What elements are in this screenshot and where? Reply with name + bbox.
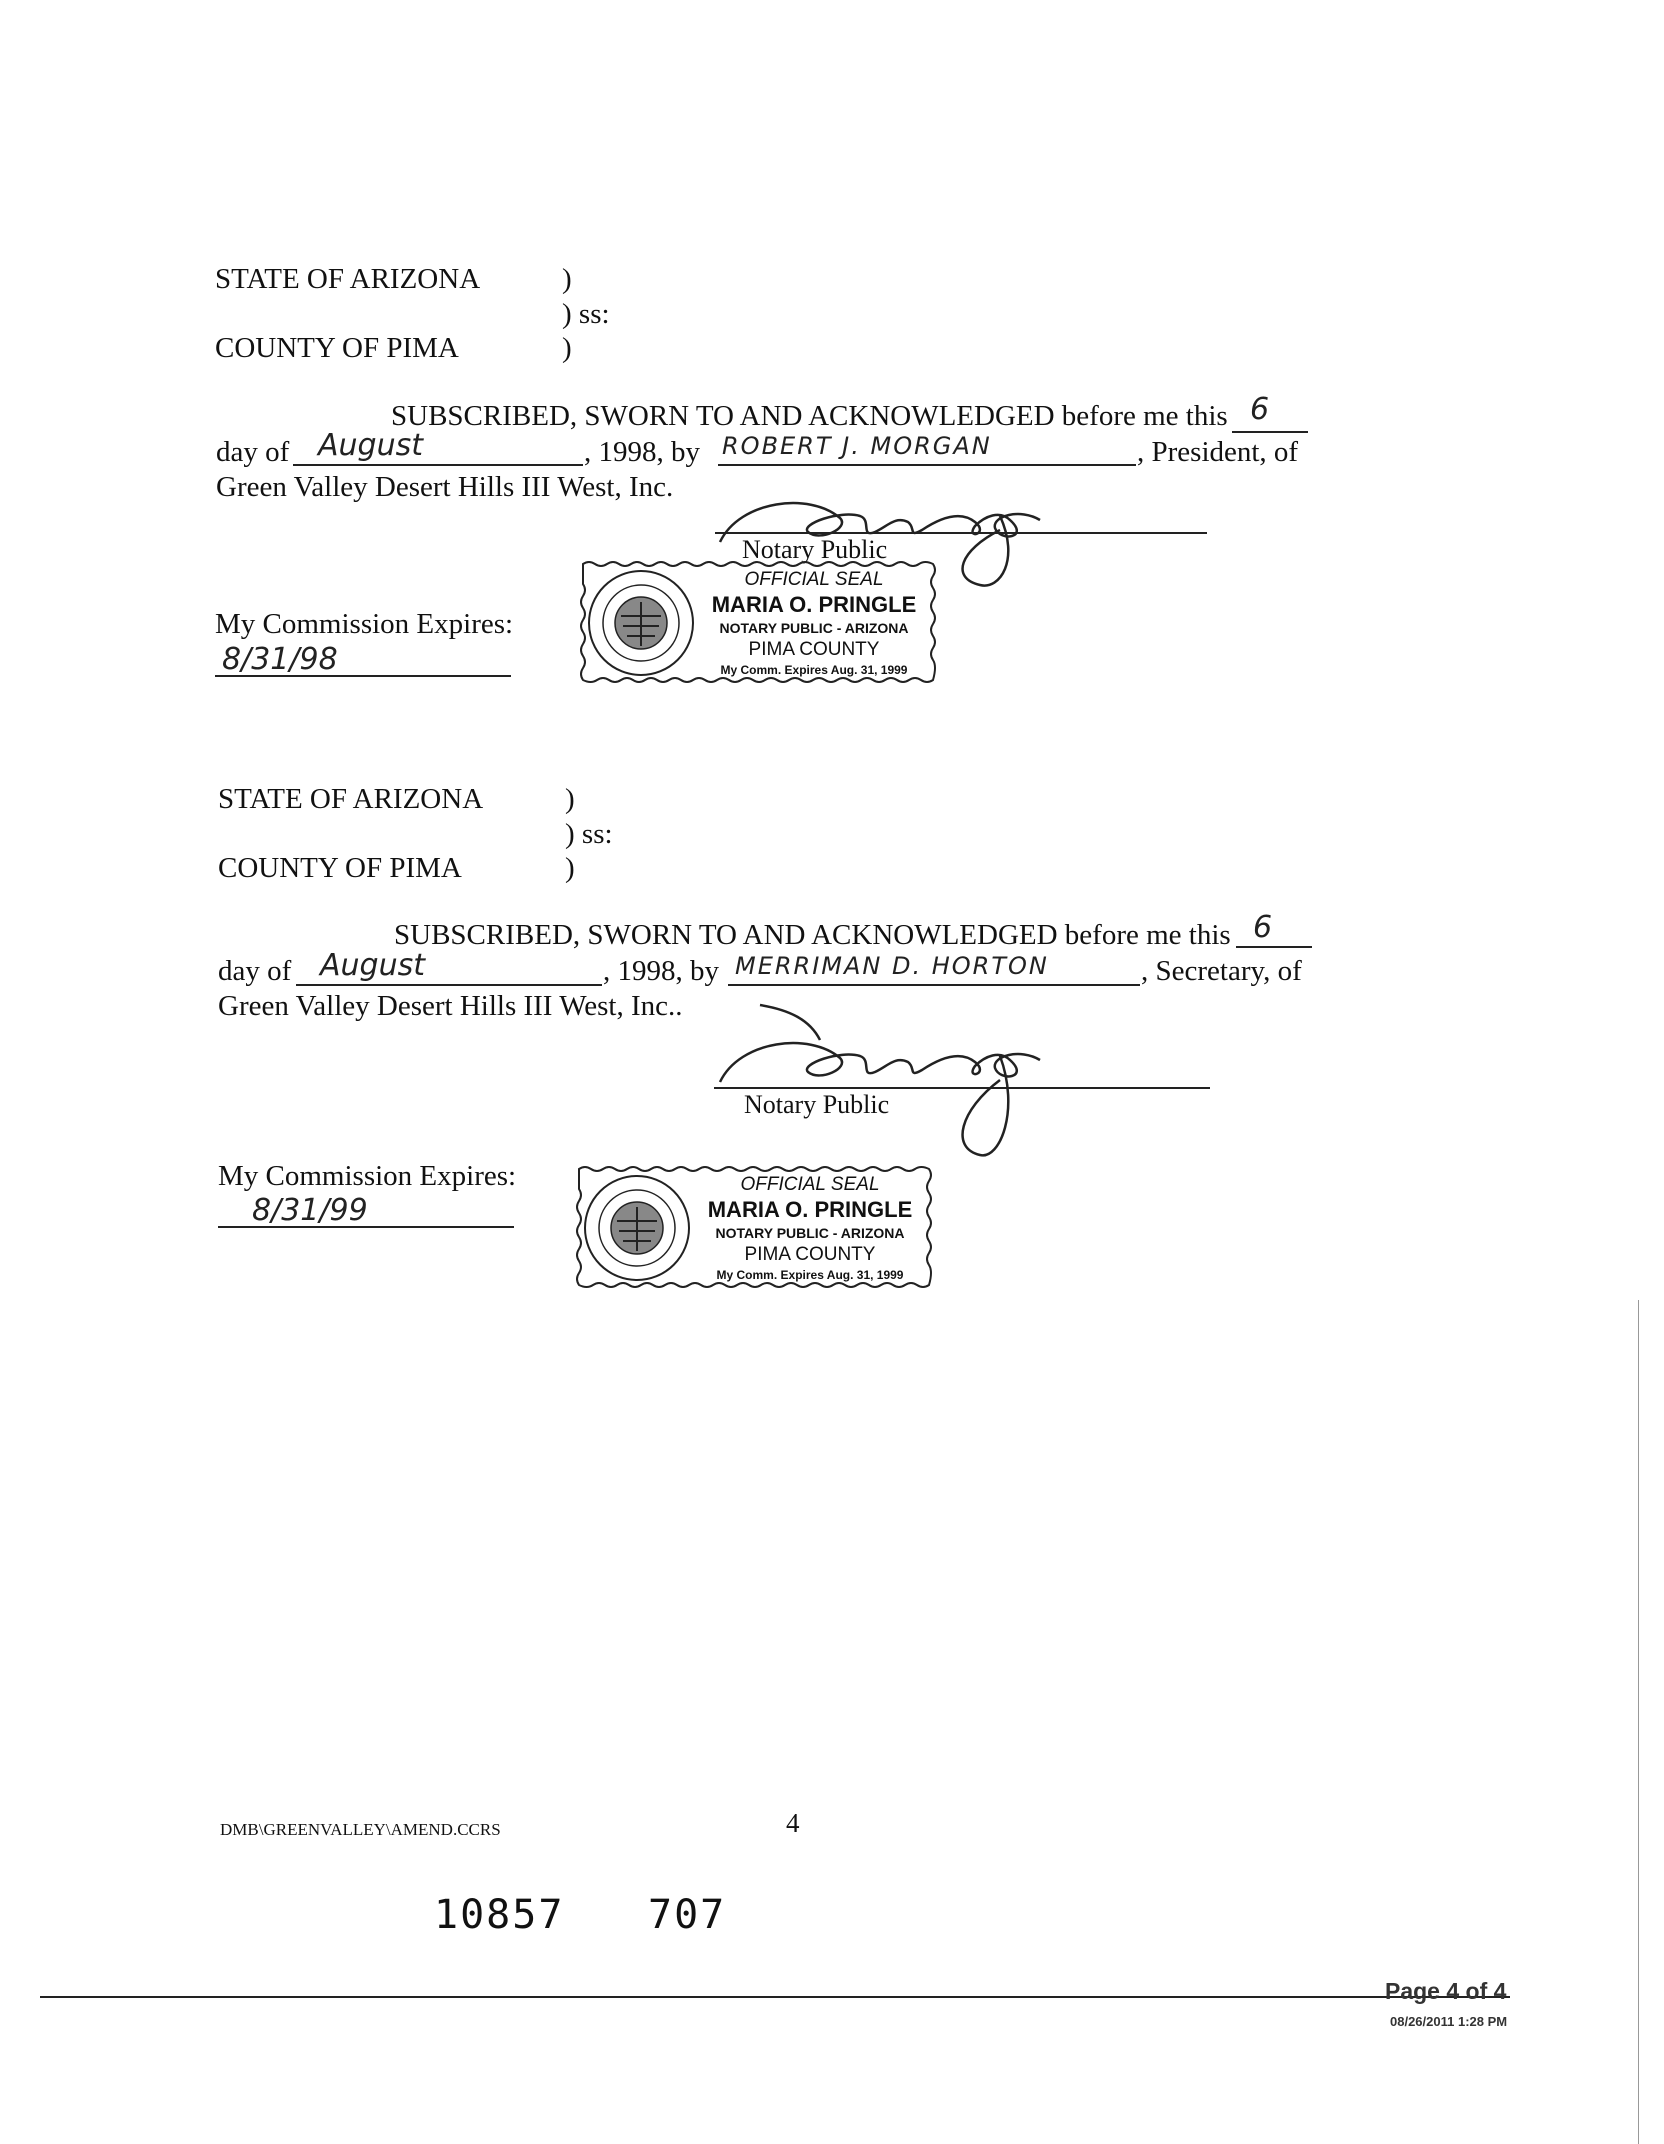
page-number: 4 [786, 1808, 800, 1838]
scan-edge [1638, 1300, 1639, 2144]
page-reference: 707 [648, 1892, 727, 1938]
seal-line-2: MARIA O. PRINGLE [707, 1197, 913, 1222]
county-label: COUNTY OF PIMA [215, 332, 459, 364]
county-label: COUNTY OF PIMA [218, 852, 462, 884]
subscribed-text: SUBSCRIBED, SWORN TO AND ACKNOWLEDGED before me this [391, 400, 1228, 432]
month-handwritten: August [320, 948, 425, 983]
commission-label: My Commission Expires: [218, 1160, 517, 1192]
subscribed-text: SUBSCRIBED, SWORN TO AND ACKNOWLEDGED before me this [394, 919, 1231, 951]
signer-name: MERRIMAN D. HORTON [735, 952, 1049, 980]
seal-line-1: OFFICIAL SEAL [740, 1174, 880, 1195]
paren: ) [565, 852, 575, 884]
official-seal [577, 558, 939, 686]
company-name: Green Valley Desert Hills III West, Inc. [216, 471, 674, 503]
day-of-label: day of [216, 436, 290, 468]
seal-line-3: NOTARY PUBLIC - ARIZONA [715, 1225, 905, 1241]
title-text: , President, of [1137, 436, 1299, 468]
docket-number: 10857 [434, 1892, 565, 1938]
notary-public-label: Notary Public [744, 1090, 890, 1119]
seal-line-3: NOTARY PUBLIC - ARIZONA [719, 620, 909, 636]
signer-name: ROBERT J. MORGAN [722, 432, 992, 460]
state-label: STATE OF ARIZONA [218, 783, 484, 815]
paren: ) [562, 332, 572, 364]
seal-line-1: OFFICIAL SEAL [744, 569, 884, 590]
seal-line-4: PIMA COUNTY [744, 1244, 876, 1265]
commission-label: My Commission Expires: [215, 608, 514, 640]
seal-line-4: PIMA COUNTY [748, 639, 880, 660]
print-datestamp: 08/26/2011 1:28 PM [1390, 2014, 1508, 2029]
year-by-text: , 1998, by [603, 955, 719, 987]
seal-line-2: MARIA O. PRINGLE [711, 592, 917, 617]
company-name: Green Valley Desert Hills III West, Inc.. [218, 990, 683, 1022]
notary-public-label: Notary Public [742, 535, 888, 564]
day-number: 6 [1253, 910, 1273, 945]
notary-signature [700, 1000, 1100, 1170]
ss-label: ) ss: [562, 298, 610, 330]
seal-line-5: My Comm. Expires Aug. 31, 1999 [720, 663, 908, 677]
year-by-text: , 1998, by [584, 436, 700, 468]
day-of-label: day of [218, 955, 292, 987]
file-path: DMB\GREENVALLEY\AMEND.CCRS [220, 1820, 501, 1839]
paren: ) [565, 783, 575, 815]
footer-rule [40, 1996, 1510, 1998]
ss-label: ) ss: [565, 818, 613, 850]
title-text: , Secretary, of [1141, 955, 1302, 987]
expires-handwritten: 8/31/98 [222, 642, 338, 677]
seal-line-5: My Comm. Expires Aug. 31, 1999 [716, 1268, 904, 1282]
expires-handwritten: 8/31/99 [252, 1193, 368, 1228]
page-label: Page 4 of 4 [1385, 1978, 1507, 2004]
state-label: STATE OF ARIZONA [215, 263, 481, 295]
day-number: 6 [1250, 392, 1270, 427]
official-seal [573, 1163, 935, 1291]
month-handwritten: August [318, 428, 423, 463]
paren: ) [562, 263, 572, 295]
